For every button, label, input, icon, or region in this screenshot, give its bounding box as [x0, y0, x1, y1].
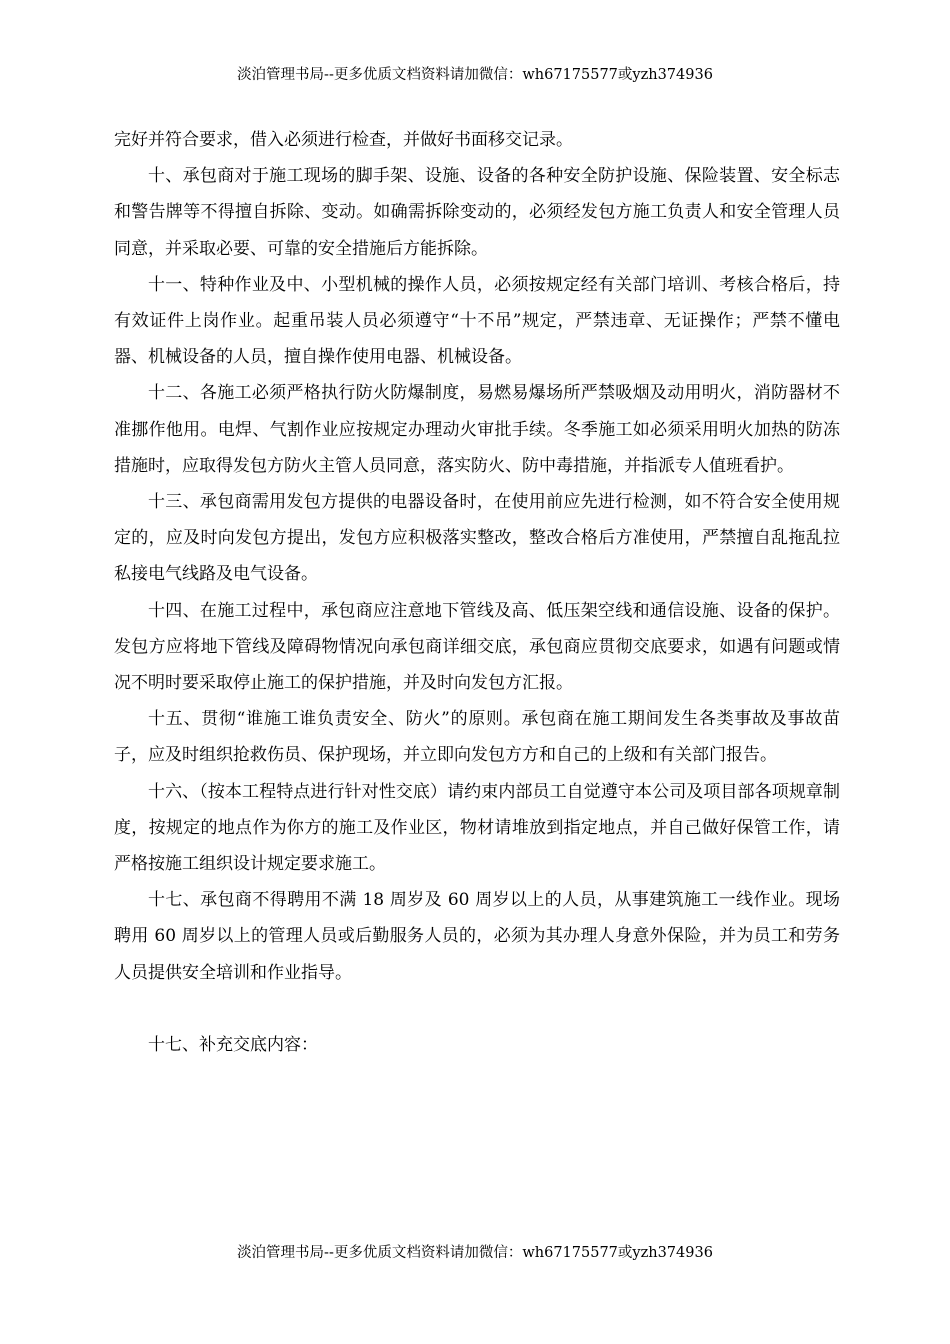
- paragraph-item-15: 十五、贯彻“谁施工谁负责安全、防火”的原则。承包商在施工期间发生各类事故及事故苗子，应及时组织抢救伤员、保护现场，并立即向发包方方和自己的上级和有关部门报告。: [114, 709, 840, 766]
- paragraph-continuation: 完好并符合要求，借入必须进行检查，并做好书面移交记录。: [114, 130, 573, 150]
- paragraph-item-12: 十二、各施工必须严格执行防火防爆制度，易燃易爆场所严禁吸烟及动用明火，消防器材不准挪作他用。电焊、气割作业应按规定办理动火审批手续。冬季施工如必须采用明火加热的防冻措施时，应取得发包方防火主管人员同意，落实防火、防中毒措施，并指派专人值班看护。: [114, 383, 840, 476]
- paragraph-supplement: 十七、补充交底内容：: [148, 1035, 318, 1056]
- page-header: 淡泊管理书局--更多优质文档资料请加微信：wh67175577或yzh374936: [237, 67, 713, 83]
- paragraph-item-11: 十一、特种作业及中、小型机械的操作人员，必须按规定经有关部门培训、考核合格后，持有效证件上岗作业。起重吊装人员必须遵守“十不吊”规定，严禁违章、无证操作；严禁不懂电器、机械设备的人员，擅自操作使用电器、机械设备。: [114, 274, 840, 368]
- paragraph-item-10: 十、承包商对于施工现场的脚手架、设施、设备的各种安全防护设施、保险装置、安全标志和警告牌等不得擅自拆除、变动。如确需拆除变动的，必须经发包方施工负责人和安全管理人员同意，并采取必要、可靠的安全措施后方能拆除。: [114, 166, 840, 259]
- paragraph-item-13: 十三、承包商需用发包方提供的电器设备时，在使用前应先进行检测，如不符合安全使用规定的，应及时向发包方提出，发包方应积极落实整改，整改合格后方准使用，严禁擅自乱拖乱拉私接电气线路及电气设备。: [114, 492, 840, 585]
- document-body: [114, 122, 840, 1063]
- paragraph-item-16: 十六、（按本工程特点进行针对性交底）请约束内部员工自觉遵守本公司及项目部各项规章制度，按规定的地点作为你方的施工及作业区，物材请堆放到指定地点，并自己做好保管工作，请严格按施工组织设计规定要求施工。: [114, 781, 840, 875]
- page-footer: 淡泊管理书局--更多优质文档资料请加微信：wh67175577或yzh374936: [237, 1245, 713, 1261]
- paragraph-item-14: 十四、在施工过程中，承包商应注意地下管线及高、低压架空线和通信设施、设备的保护。发包方应将地下管线及障碍物情况向承包商详细交底，承包商应贯彻交底要求，如遇有问题或情况不明时要采取停止施工的保护措施，并及时向发包方汇报。: [114, 600, 840, 694]
- paragraph-item-17: 十七、承包商不得聘用不满 18 周岁及 60 周岁以上的人员，从事建筑施工一线作业。现场聘用 60 周岁以上的管理人员或后勤服务人员的，必须为其办理人身意外保险，并为员工和劳务人员提供安全培训和作业指导。: [114, 890, 840, 983]
